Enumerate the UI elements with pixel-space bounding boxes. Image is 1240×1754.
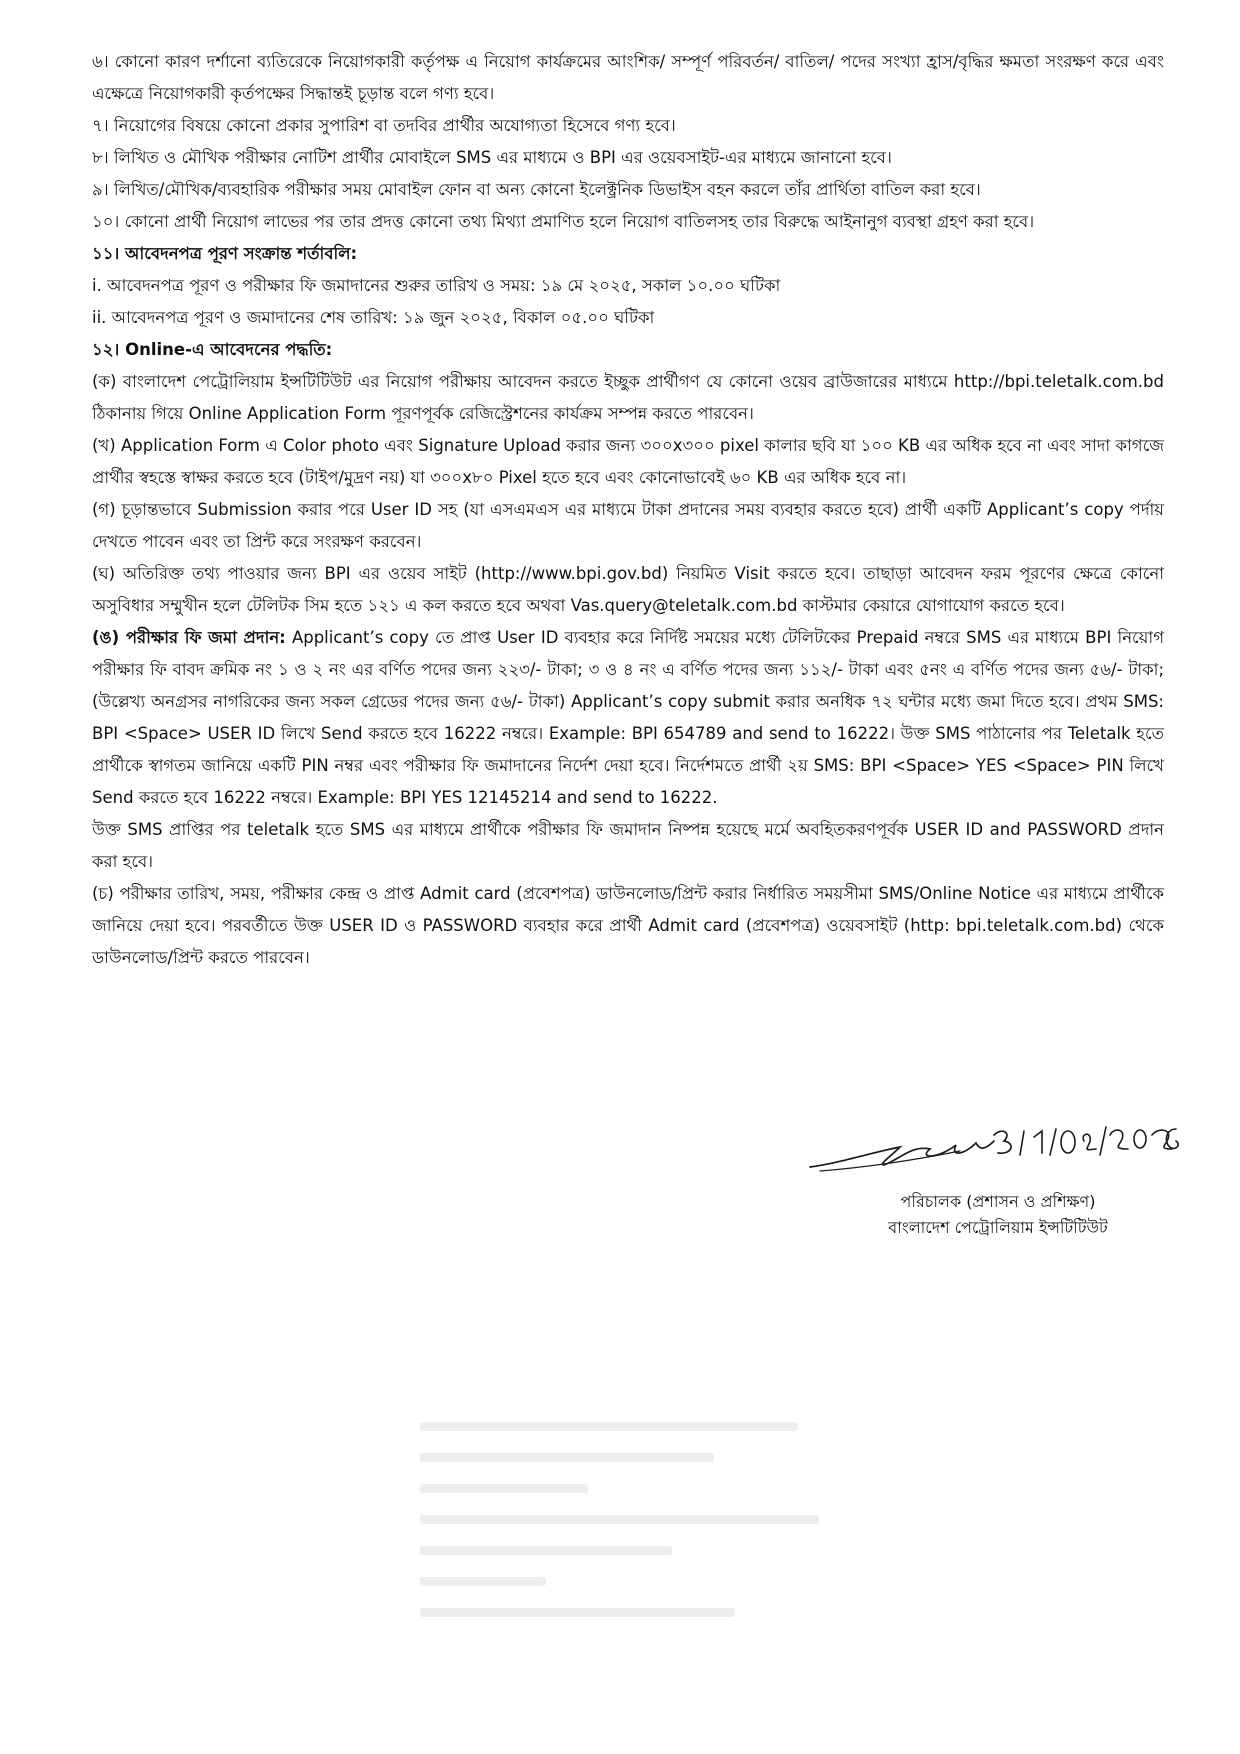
clause-ga: (গ) চূড়ান্তভাবে Submission করার পরে User ID সহ (যা এসএমএস এর মাধ্যমে টাকা প্রদানের সময় ব্যবহার করতে হবে) প্রার্থী একটি Applicant’s copy পর্দায় দেখতে পাবেন এবং তা প্রিন্ট করে সংরক্ষণ করবেন।	[92, 500, 1164, 551]
clause-7: ৭। নিয়োগের বিষয়ে কোনো প্রকার সুপারিশ বা তদবির প্রার্থীর অযোগ্যতা হিসেবে গণ্য হবে।	[92, 116, 676, 135]
clause-cha: (চ) পরীক্ষার তারিখ, সময়, পরীক্ষার কেন্দ্র ও প্রাপ্ত Admit card (প্রবেশপত্র) ডাউনলোড/প্রিন্ট করার নির্ধারিত সময়সীমা SMS/Online Notice এর মাধ্যমে প্রার্থীকে জানিয়ে দেয়া হবে। পরবর্তীতে উক্ত USER ID ও PASSWORD ব্যবহার করে প্রার্থী Admit card (প্রবেশপত্র) ওয়েবসাইট (http: bpi.teletalk.com.bd) থেকে ডাউনলোড/প্রিন্ট করতে পারবেন।	[92, 884, 1164, 967]
clause-uma-text: Applicant’s copy তে প্রাপ্ত User ID ব্যবহার করে নির্দিষ্ট সময়ের মধ্যে টেলিটকের Prepaid নম্বরে SMS এর মাধ্যমে BPI নিয়োগ পরীক্ষার ফি বাবদ ক্রমিক নং ১ ও ২ নং এর বর্ণিত পদের জন্য ২২৩/- টাকা; ৩ ও ৪ নং এ বর্ণিত পদের জন্য ১১২/- টাকা এবং ৫নং এ বর্ণিত পদের জন্য ৫৬/- টাকা; (উল্লেখ্য অনগ্রসর নাগরিকের জন্য সকল গ্রেডের পদের জন্য ৫৬/- টাকা) Applicant’s copy submit করার অনধিক ৭২ ঘন্টার মধ্যে জমা দিতে হবে। প্রথম SMS: BPI <Space> USER ID লিখে Send করতে হবে 16222 নম্বরে। Example: BPI 654789 and send to 16222। উক্ত SMS পাঠানোর পর Teletalk হতে প্রার্থীকে স্বাগতম জানিয়ে একটি PIN নম্বর এবং পরীক্ষার ফি জমাদানের নির্দেশ দেয়া হবে। নির্দেশমতে প্রার্থী ২য় SMS: BPI <Space> YES <Space> PIN লিখে Send করতে হবে 16222 নম্বরে। Example: BPI YES 12145214 and send to 16222.	[92, 628, 1165, 807]
section-12-heading: ১২। Online-এ আবেদনের পদ্ধতি:	[92, 340, 333, 359]
document-body	[92, 46, 1164, 974]
signatory-organization: বাংলাদেশ পেট্রোলিয়াম ইন্সটিটিউট	[888, 1218, 1108, 1237]
clause-uma	[92, 622, 1164, 814]
start-date-line: i. আবেদনপত্র পূরণ ও পরীক্ষার ফি জমাদানের শুরুর তারিখ ও সময়: ১৯ মে ২০২৫, সকাল ১০.০০ ঘটিকা	[92, 276, 781, 295]
bleed-through-shadow	[420, 1400, 840, 1640]
sms-confirmation-paragraph: উক্ত SMS প্রাপ্তির পর teletalk হতে SMS এর মাধ্যমে প্রার্থীকে পরীক্ষার ফি জমাদান নিষ্পন্ন হয়েছে মর্মে অবহিতকরণপূর্বক USER ID and PASSWORD প্রদান করা হবে।	[92, 820, 1164, 871]
section-11-heading: ১১। আবেদনপত্র পূরণ সংক্রান্ত শর্তাবলি:	[92, 244, 358, 263]
handwritten-signature	[780, 1115, 1180, 1185]
clause-uma-heading: (ঙ) পরীক্ষার ফি জমা প্রদান:	[92, 628, 286, 647]
clause-ka: (ক) বাংলাদেশ পেট্রোলিয়াম ইন্সটিটিউট এর নিয়োগ পরীক্ষায় আবেদন করতে ইচ্ছুক প্রার্থীগণ যে কোনো ওয়েব ব্রাউজারের মাধ্যমে http://bpi.teletalk.com.bd ঠিকানায় গিয়ে Online Application Form পূরণপূর্বক রেজিস্ট্রেশনের কার্যক্রম সম্পন্ন করতে পারবেন।	[92, 372, 1164, 423]
signatory-designation: পরিচালক (প্রশাসন ও প্রশিক্ষণ)	[900, 1192, 1096, 1211]
signature-block	[780, 1115, 1180, 1255]
clause-gha: (ঘ) অতিরিক্ত তথ্য পাওয়ার জন্য BPI এর ওয়েব সাইট (http://www.bpi.gov.bd) নিয়মিত Visit করতে হবে। তাছাড়া আবেদন ফরম পূরণের ক্ষেত্রে কোনো অসুবিধার সম্মুখীন হলে টেলিটক সিম হতে ১২১ এ কল করতে হবে অথবা Vas.query@teletalk.com.bd কাস্টমার কেয়ারে যোগাযোগ করতে হবে।	[92, 564, 1164, 615]
clause-kha: (খ) Application Form এ Color photo এবং Signature Upload করার জন্য ৩০০x৩০০ pixel কালার ছবি যা ১০০ KB এর অধিক হবে না এবং সাদা কাগজে প্রার্থীর স্বহস্তে স্বাক্ষর করতে হবে (টাইপ/মুদ্রণ নয়) যা ৩০০x৮০ Pixel হতে হবে এবং কোনোভাবেই ৬০ KB এর অধিক হবে না।	[92, 436, 1164, 487]
clause-9: ৯। লিখিত/মৌখিক/ব্যবহারিক পরীক্ষার সময় মোবাইল ফোন বা অন্য কোনো ইলেক্ট্রনিক ডিভাইস বহন করলে তাঁর প্রার্থিতা বাতিল করা হবে।	[92, 180, 981, 199]
clause-6: ৬। কোনো কারণ দর্শানো ব্যতিরেকে নিয়োগকারী কর্তৃপক্ষ এ নিয়োগ কার্যক্রমের আংশিক/ সম্পূর্ণ পরিবর্তন/ বাতিল/ পদের সংখ্যা হ্রাস/বৃদ্ধির ক্ষমতা সংরক্ষণ করে এবং এক্ষেত্রে নিয়োগকারী কৃর্তপক্ষের সিদ্ধান্তই চূড়ান্ত বলে গণ্য হবে।	[92, 52, 1164, 103]
end-date-line: ii. আবেদনপত্র পূরণ ও জমাদানের শেষ তারিখ: ১৯ জুন ২০২৫, বিকাল ০৫.০০ ঘটিকা	[92, 308, 655, 327]
clause-8: ৮। লিখিত ও মৌখিক পরীক্ষার নোটিশ প্রার্থীর মোবাইলে SMS এর মাধ্যমে ও BPI এর ওয়েবসাইট-এর মাধ্যমে জানানো হবে।	[92, 148, 892, 167]
clause-10: ১০। কোনো প্রার্থী নিয়োগ লাভের পর তার প্রদত্ত কোনো তথ্য মিথ্যা প্রমাণিত হলে নিয়োগ বাতিলসহ তার বিরুদ্ধে আইনানুগ ব্যবস্থা গ্রহণ করা হবে।	[92, 212, 1035, 231]
